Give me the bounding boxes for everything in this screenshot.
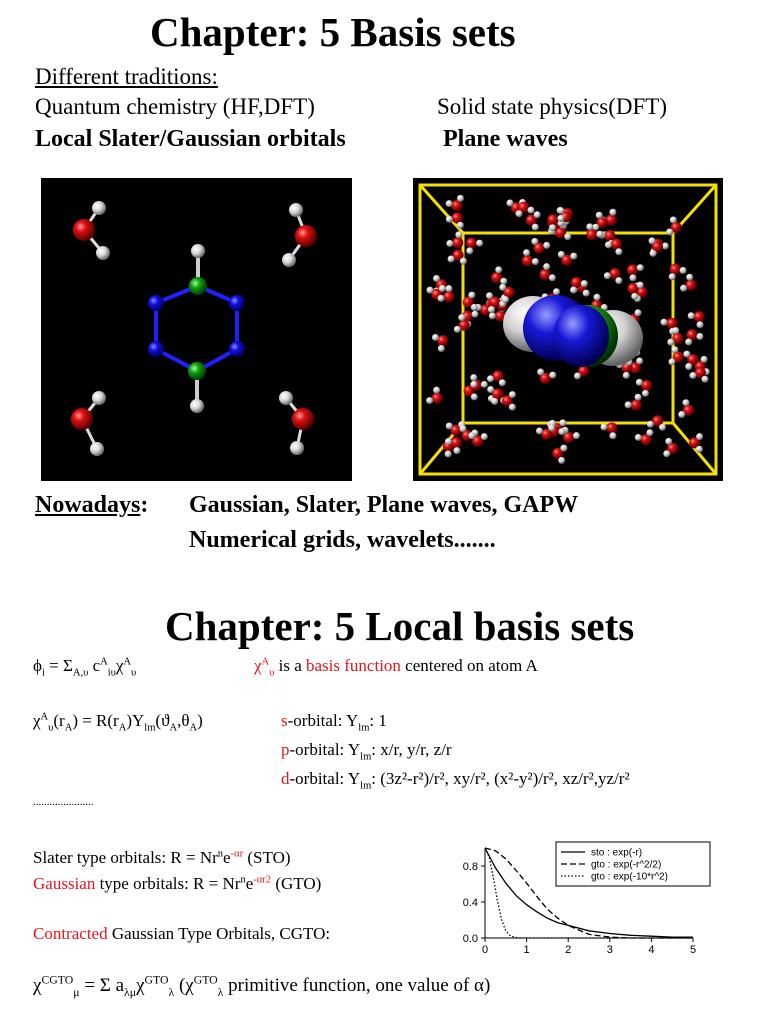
water-hydrogen-atom bbox=[564, 233, 571, 240]
water-hydrogen-atom bbox=[637, 282, 644, 289]
quantum-chemistry-heading: Quantum chemistry (HF,DFT) bbox=[35, 94, 315, 119]
water-hydrogen-atom bbox=[669, 273, 676, 280]
water-hydrogen-atom bbox=[472, 311, 479, 318]
water-hydrogen-atom bbox=[559, 419, 566, 426]
water-hydrogen-atom bbox=[615, 248, 622, 255]
water-hydrogen-atom bbox=[454, 326, 461, 333]
water-hydrogen-atom bbox=[701, 356, 708, 363]
water-oxygen-atom bbox=[547, 214, 558, 225]
water-hydrogen-atom bbox=[455, 231, 462, 238]
water-hydrogen-atom bbox=[631, 293, 638, 300]
water-hydrogen-atom bbox=[446, 240, 453, 247]
water-hydrogen-atom bbox=[499, 284, 506, 291]
water-hydrogen-atom bbox=[558, 251, 565, 258]
water-hydrogen-atom bbox=[457, 222, 464, 229]
water-hydrogen-atom bbox=[558, 457, 565, 464]
water-hydrogen-atom bbox=[549, 372, 556, 379]
chi-definition-formula: $\chi^A_\upsilon(r_A) = R(r_A)Y_{lm}(ϑ_A,\theta_A)$ bbox=[33, 711, 203, 734]
y-tick-label: 0.4 bbox=[462, 897, 478, 909]
water-hydrogen-atom bbox=[635, 434, 642, 441]
water-hydrogen-atom bbox=[625, 401, 632, 408]
water-hydrogen-atom bbox=[509, 391, 516, 398]
water-hydrogen-atom bbox=[663, 450, 670, 457]
phi-expansion-formula: $\phi_i = \Sigma_{A,\upsilon}$ $c^A_{i\upsilon}\chi^A_\upsilon$ bbox=[33, 656, 137, 679]
water-oxygen-atom bbox=[685, 280, 696, 291]
water-oxygen-atom bbox=[443, 291, 454, 302]
water-hydrogen-atom bbox=[534, 211, 541, 218]
d-orbital-line: d-orbital: $Y_{lm}$: (3z²-r²)/r², xy/r², (x²-y²)/r², xz/r²,yz/r² bbox=[281, 769, 630, 792]
water-hydrogen-atom bbox=[573, 432, 580, 439]
water-hydrogen-atom bbox=[596, 212, 603, 219]
water-hydrogen-atom bbox=[586, 223, 593, 230]
water-hydrogen-atom bbox=[666, 228, 673, 235]
water-hydrogen-atom bbox=[481, 433, 488, 440]
water-hydrogen-atom bbox=[557, 207, 564, 214]
water-hydrogen-atom bbox=[439, 285, 446, 292]
water-oxygen-atom bbox=[631, 399, 642, 410]
water-oxygen-atom bbox=[694, 311, 705, 322]
water-oxygen-atom bbox=[586, 229, 597, 240]
water-hydrogen-atom bbox=[470, 381, 477, 388]
water-oxygen-atom bbox=[451, 437, 462, 448]
s-orbital-line: s-orbital: $Y_{lm}$: 1 bbox=[281, 711, 387, 734]
nowadays-line-2: Numerical grids, wavelets....... bbox=[189, 527, 496, 553]
local-orbitals-subheading: Local Slater/Gaussian orbitals bbox=[35, 126, 346, 152]
water-hydrogen-atom bbox=[636, 358, 643, 365]
y-tick-label: 0.0 bbox=[462, 933, 478, 945]
water-hydrogen-atom bbox=[570, 253, 577, 260]
ellipsis-dots: ...................... bbox=[33, 796, 94, 808]
water-hydrogen-atom bbox=[509, 404, 516, 411]
water-hydrogen-atom bbox=[549, 274, 556, 281]
nowadays-label: Nowadays bbox=[35, 492, 141, 518]
water-oxygen-atom bbox=[466, 238, 477, 249]
water-hydrogen-atom bbox=[574, 372, 581, 379]
water-hydrogen-atom bbox=[446, 216, 453, 223]
simulation-box-image bbox=[413, 178, 723, 481]
water-hydrogen-atom bbox=[667, 339, 674, 346]
water-hydrogen-atom bbox=[605, 241, 612, 248]
water-hydrogen-atom bbox=[558, 428, 565, 435]
water-hydrogen-atom bbox=[468, 292, 475, 299]
x-tick-label: 0 bbox=[481, 944, 489, 956]
water-oxygen-atom bbox=[432, 393, 443, 404]
water-hydrogen-atom bbox=[543, 263, 550, 270]
water-oxygen-atom bbox=[670, 264, 681, 275]
water-hydrogen-atom bbox=[635, 394, 642, 401]
water-hydrogen-atom bbox=[507, 200, 514, 207]
water-hydrogen-atom bbox=[476, 240, 483, 247]
water-hydrogen-atom bbox=[537, 369, 544, 376]
simulation-box-graphic bbox=[413, 178, 723, 481]
p-orbital-line: p-orbital: $Y_{lm}$: x/r, y/r, z/r bbox=[281, 740, 452, 763]
water-hydrogen-atom bbox=[471, 304, 478, 311]
water-hydrogen-atom bbox=[489, 312, 496, 319]
water-hydrogen-atom bbox=[636, 379, 643, 386]
water-hydrogen-atom bbox=[438, 345, 445, 352]
x-tick-label: 3 bbox=[606, 944, 613, 956]
water-hydrogen-atom bbox=[543, 242, 550, 249]
x-tick-label: 1 bbox=[523, 944, 530, 956]
water-hydrogen-atom bbox=[637, 264, 644, 271]
radial-functions-chart bbox=[440, 838, 715, 968]
water-hydrogen-atom bbox=[685, 363, 692, 370]
solid-state-heading: Solid state physics(DFT) bbox=[437, 94, 667, 119]
water-hydrogen-atom bbox=[453, 447, 460, 454]
water-hydrogen-atom bbox=[438, 295, 445, 302]
water-hydrogen-atom bbox=[426, 397, 433, 404]
water-hydrogen-atom bbox=[680, 267, 687, 274]
water-hydrogen-atom bbox=[570, 286, 577, 293]
water-oxygen-atom bbox=[452, 212, 463, 223]
water-hydrogen-atom bbox=[488, 306, 495, 313]
water-hydrogen-atom bbox=[446, 423, 453, 430]
chapter-title-local-basis-sets: Chapter: 5 Local basis sets bbox=[165, 603, 635, 649]
water-hydrogen-atom bbox=[670, 217, 677, 224]
water-hydrogen-atom bbox=[609, 432, 616, 439]
water-hydrogen-atom bbox=[433, 275, 440, 282]
water-hydrogen-atom bbox=[685, 338, 692, 345]
nowadays-line-1: Gaussian, Slater, Plane waves, GAPW bbox=[189, 492, 579, 518]
water-hydrogen-atom bbox=[516, 210, 523, 217]
water-hydrogen-atom bbox=[686, 274, 693, 281]
water-oxygen-atom bbox=[606, 422, 617, 433]
water-hydrogen-atom bbox=[470, 374, 477, 381]
water-hydrogen-atom bbox=[531, 238, 538, 245]
water-hydrogen-atom bbox=[665, 438, 672, 445]
water-oxygen-atom bbox=[611, 239, 622, 250]
water-hydrogen-atom bbox=[553, 288, 560, 295]
water-hydrogen-atom bbox=[671, 346, 678, 353]
water-hydrogen-atom bbox=[688, 312, 695, 319]
water-hydrogen-atom bbox=[502, 296, 509, 303]
water-hydrogen-atom bbox=[697, 321, 704, 328]
water-hydrogen-atom bbox=[468, 432, 475, 439]
water-hydrogen-atom bbox=[445, 451, 452, 458]
water-hydrogen-atom bbox=[623, 372, 630, 379]
x-tick-label: 4 bbox=[648, 944, 655, 956]
water-hydrogen-atom bbox=[642, 390, 649, 397]
water-hydrogen-atom bbox=[495, 266, 502, 273]
traditions-label: Different traditions: bbox=[35, 64, 218, 89]
legend-label-1: gto : exp(-r^2/2) bbox=[591, 859, 662, 871]
water-hydrogen-atom bbox=[460, 425, 467, 432]
water-hydrogen-atom bbox=[696, 433, 703, 440]
water-hydrogen-atom bbox=[649, 237, 656, 244]
water-hydrogen-atom bbox=[646, 429, 653, 436]
water-hydrogen-atom bbox=[560, 445, 567, 452]
water-hydrogen-atom bbox=[446, 285, 453, 292]
water-hydrogen-atom bbox=[680, 285, 687, 292]
water-hydrogen-atom bbox=[491, 398, 498, 405]
contracted-gto-line: Contracted Gaussian Type Orbitals, CGTO: bbox=[33, 924, 331, 943]
nowadays-block: Nowadays: bbox=[35, 492, 149, 518]
gaussian-orbitals-line: Gaussian type orbitals: $R = Nr^ne^{-\alpha r2}$ (GTO) bbox=[33, 874, 322, 893]
water-hydrogen-atom bbox=[448, 255, 455, 262]
water-hydrogen-atom bbox=[596, 231, 603, 238]
water-hydrogen-atom bbox=[532, 258, 539, 265]
water-hydrogen-atom bbox=[433, 387, 440, 394]
water-hydrogen-atom bbox=[659, 424, 666, 431]
water-oxygen-atom bbox=[437, 335, 448, 346]
water-hydrogen-atom bbox=[583, 290, 590, 297]
water-hydrogen-atom bbox=[499, 379, 506, 386]
water-hydrogen-atom bbox=[445, 438, 452, 445]
x-tick-label: 5 bbox=[689, 944, 697, 956]
water-hydrogen-atom bbox=[690, 372, 697, 379]
water-hydrogen-atom bbox=[548, 424, 555, 431]
water-oxygen-atom bbox=[641, 380, 652, 391]
water-hydrogen-atom bbox=[460, 258, 467, 265]
water-hydrogen-atom bbox=[682, 399, 689, 406]
water-hydrogen-atom bbox=[683, 351, 690, 358]
water-oxygen-atom bbox=[452, 237, 463, 248]
water-hydrogen-atom bbox=[528, 207, 535, 214]
water-hydrogen-atom bbox=[500, 278, 507, 285]
water-hydrogen-atom bbox=[481, 381, 488, 388]
water-hydrogen-atom bbox=[604, 272, 611, 279]
water-hydrogen-atom bbox=[466, 247, 473, 254]
water-hydrogen-atom bbox=[446, 200, 453, 207]
water-hydrogen-atom bbox=[471, 393, 478, 400]
water-oxygen-atom bbox=[522, 255, 533, 266]
x-tick-label: 2 bbox=[565, 944, 572, 956]
water-hydrogen-atom bbox=[696, 333, 703, 340]
water-hydrogen-atom bbox=[635, 309, 642, 316]
cgto-formula: $\chi^{CGTO}_\mu = \Sigma$ $a_{\lambda\mu}\chi^{GTO}_\lambda$ ($\chi^{GTO}_\lambda$ primitive function, one value of α) bbox=[33, 973, 491, 999]
molecule-cluster-graphic bbox=[41, 178, 352, 481]
water-oxygen-atom bbox=[627, 264, 638, 275]
water-hydrogen-atom bbox=[549, 224, 556, 231]
water-hydrogen-atom bbox=[427, 287, 434, 294]
water-hydrogen-atom bbox=[647, 421, 654, 428]
water-hydrogen-atom bbox=[594, 294, 601, 301]
water-hydrogen-atom bbox=[650, 250, 657, 257]
water-hydrogen-atom bbox=[701, 376, 708, 383]
water-hydrogen-atom bbox=[629, 274, 636, 281]
water-oxygen-atom bbox=[571, 277, 582, 288]
water-hydrogen-atom bbox=[609, 209, 616, 216]
water-hydrogen-atom bbox=[661, 319, 668, 326]
water-hydrogen-atom bbox=[672, 327, 679, 334]
legend-label-0: sto : exp(-r) bbox=[591, 847, 643, 859]
water-hydrogen-atom bbox=[668, 358, 675, 365]
water-hydrogen-atom bbox=[487, 386, 494, 393]
water-hydrogen-atom bbox=[557, 215, 564, 222]
molecule-cluster-image bbox=[41, 178, 352, 481]
water-hydrogen-atom bbox=[696, 446, 703, 453]
water-hydrogen-atom bbox=[458, 314, 465, 321]
water-hydrogen-atom bbox=[523, 249, 530, 256]
plane-waves-subheading: Plane waves bbox=[443, 126, 568, 152]
water-hydrogen-atom bbox=[536, 427, 543, 434]
slater-orbitals-line: Slater type orbitals: $R = Nr^ne^{-\alpha r}$ (STO) bbox=[33, 848, 291, 867]
water-hydrogen-atom bbox=[457, 195, 464, 202]
chapter-title-basis-sets: Chapter: 5 Basis sets bbox=[150, 9, 516, 55]
water-hydrogen-atom bbox=[532, 224, 539, 231]
legend-label-2: gto : exp(-10*r^2) bbox=[591, 871, 668, 883]
water-hydrogen-atom bbox=[487, 375, 494, 382]
basis-function-note: $\chi^A_\upsilon$ is a basis function centered on atom A bbox=[254, 656, 538, 679]
water-hydrogen-atom bbox=[615, 277, 622, 284]
water-hydrogen-atom bbox=[432, 334, 439, 341]
water-hydrogen-atom bbox=[601, 424, 608, 431]
water-hydrogen-atom bbox=[581, 280, 588, 287]
water-hydrogen-atom bbox=[678, 411, 685, 418]
y-tick-label: 0.8 bbox=[462, 861, 478, 873]
